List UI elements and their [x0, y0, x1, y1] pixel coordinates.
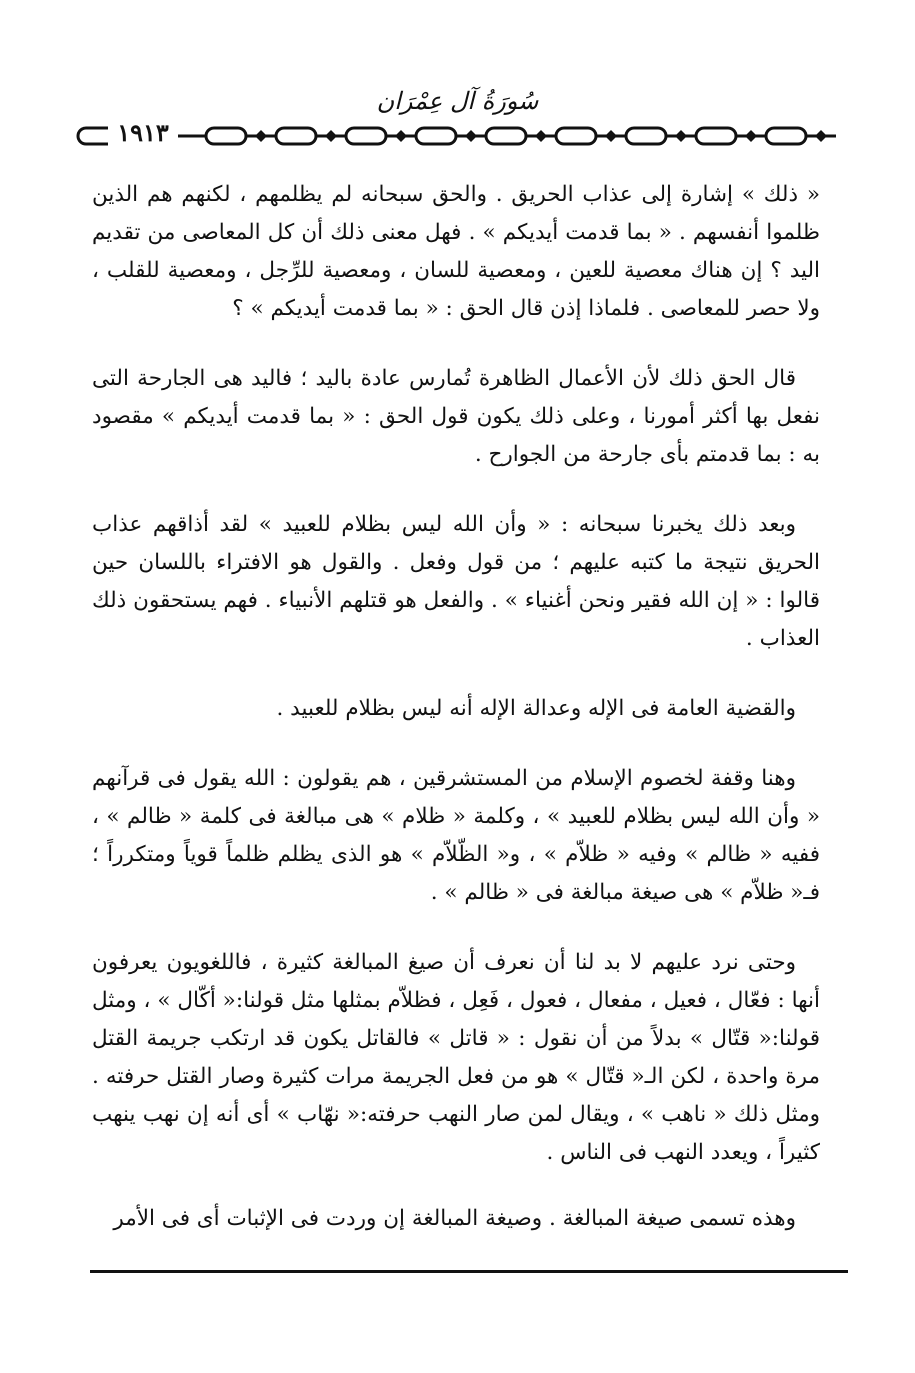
paragraph-1: « ذلك » إشارة إلى عذاب الحريق . والحق سبحانه لم يظلمهم ، لكنهم هم الذين ظلموا أنفسهم . « بما قدمت أيديكم » . فهل معنى ذلك أن كل المعاصى من تقديم اليد ؟ إن هناك معصية للعين ، ومعصية للسان ، ومعصية للرِّجل ، ومعصية للقلب ، ولا حصر للمعاصى . فلماذا إذن قال الحق : « بما قدمت أيديكم » ؟: [92, 182, 820, 321]
paragraph-4: والقضية العامة فى الإله وعدالة الإله أنه ليس بظلام للعبيد .: [276, 696, 796, 721]
paragraph-6: وحتى نرد عليهم لا بد لنا أن نعرف أن صيغ المبالغة كثيرة ، فاللغويون يعرفون أنها : فعّال ، فعيل ، مفعال ، فعول ، فَعِل ، فظلاّم بمثلها مثل قولنا:« أكّال » ، ومثل قولنا:« قتّال » بدلاً من أن نقول : « قاتل » فالقاتل يكون قد ارتكب جريمة القتل مرة واحدة ، لكن الـ« قتّال » هو من فعل الجريمة مرات كثيرة وصار القتل حرفته . ومثل ذلك « ناهب » ، ويقال لمن صار النهب حرفته:« نهّاب » أى أنه إن نهب ينهب كثيراً ، ويعدد النهب فى الناس .: [92, 950, 820, 1165]
paragraph-3: وبعد ذلك يخبرنا سبحانه : « وأن الله ليس بظلام للعبيد » لقد أذاقهم عذاب الحريق نتيجة ما كتبه عليهم ؛ من قول وفعل . والقول هو الافتراء باللسان حين قالوا : « إن الله فقير ونحن أغنياء » . والفعل هو قتلهم الأنبياء . فهم يستحقون ذلك العذاب .: [92, 512, 820, 651]
surah-title: سُورَةُ آل عِمْرَان: [376, 87, 539, 115]
page-body: [92, 176, 820, 1238]
decorative-border: [76, 124, 838, 148]
paragraph-5: وهنا وقفة لخصوم الإسلام من المستشرقين ، هم يقولون : الله يقول فى قرآنهم « وأن الله ليس بظلام للعبيد » ، وكلمة « ظلام » هى مبالغة فى كلمة « ظالم » ، ففيه « ظالم » وفيه « ظلاّم » ، و« الظّلاّم » هو الذى يظلم ظلماً قوياً ومتكرراً ؛ فـ« ظلاّم » هى صيغة مبالغة فى « ظالم » .: [92, 766, 820, 905]
bottom-rule: [90, 1270, 848, 1273]
paragraph-2: قال الحق ذلك لأن الأعمال الظاهرة تُمارس عادة باليد ؛ فاليد هى الجارحة التى نفعل بها أكثر أمورنا ، وعلى ذلك يكون قول الحق : « بما قدمت أيديكم » مقصود به : بما قدمتم بأى جارحة من الجوارح .: [92, 366, 820, 467]
page-number: ١٩١٣: [108, 118, 178, 148]
paragraph-7: وهذه تسمى صيغة المبالغة . وصيغة المبالغة إن وردت فى الإثبات أى فى الأمر: [113, 1206, 796, 1231]
